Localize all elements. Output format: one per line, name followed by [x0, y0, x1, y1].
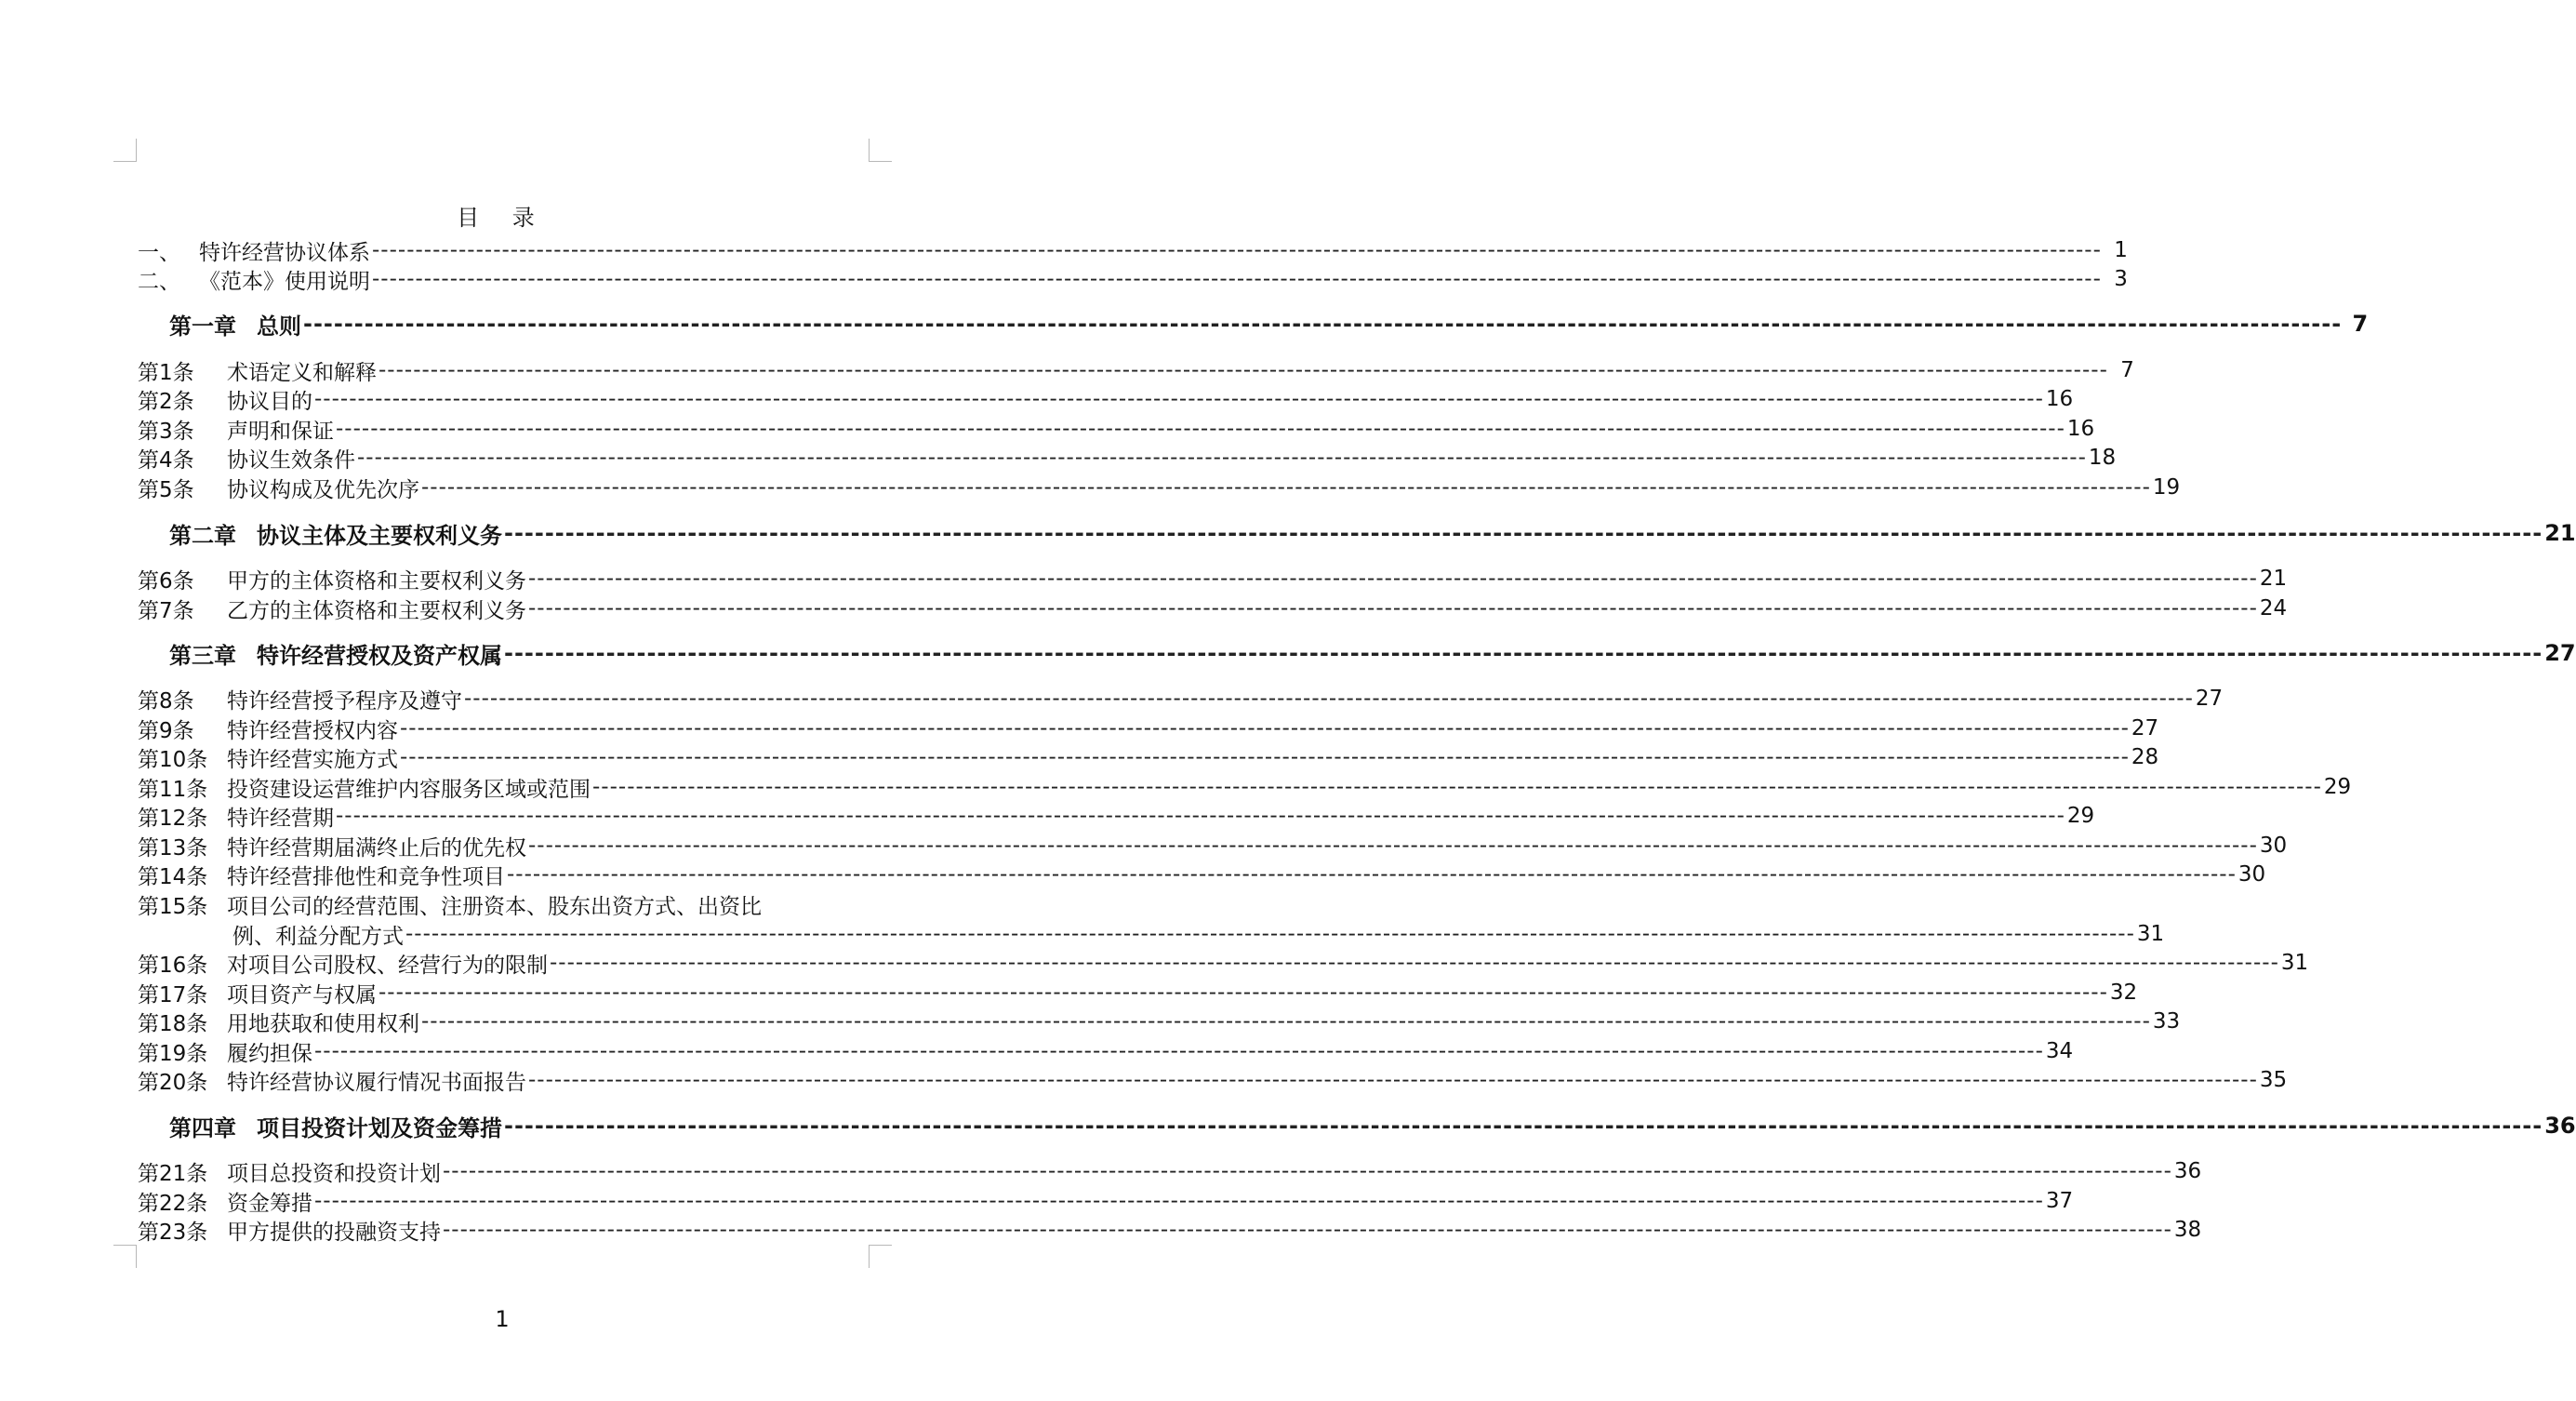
toc-entry-page: 32	[2109, 981, 2138, 1005]
toc-entry-label: 《范本》使用说明	[199, 269, 370, 294]
toc-entry-page: 37	[2045, 1189, 2074, 1213]
toc-entry-page: 33	[2152, 1009, 2181, 1034]
crop-mark-bottom-right	[869, 1245, 892, 1268]
toc-entry-number: 第12条	[138, 806, 208, 831]
toc-entry[interactable]	[138, 772, 2352, 802]
toc-entry-page: 27	[2195, 687, 2224, 711]
toc-entry-page: 30	[2259, 834, 2288, 858]
toc-entry-number: 第19条	[138, 1041, 208, 1066]
toc-entry[interactable]	[138, 948, 2309, 978]
toc-entry-label: 特许经营授权内容	[227, 718, 398, 743]
toc-chapter-entry[interactable]	[169, 309, 2369, 340]
toc-entry-label: 乙方的主体资格和主要权利义务	[227, 598, 526, 623]
toc-entry-number: 第9条	[138, 718, 194, 743]
toc-entry-number: 第5条	[138, 477, 194, 502]
toc-leader: --------------------------------------------------------------------------------------------------------------------------------------------------------------------------------------------------------	[528, 567, 2258, 591]
toc-entry[interactable]	[138, 443, 2117, 473]
toc-entry-number: 二、	[138, 269, 180, 294]
toc-leader: --------------------------------------------------------------------------------------------------------------------------------------------------------------------------------------------------------	[592, 775, 2322, 799]
toc-entry-label: 协议主体及主要权利义务	[257, 522, 502, 549]
toc-entry-label: 项目总投资和投资计划	[227, 1161, 441, 1186]
toc-leader: --------------------------------------------------------------------------------------------------------------------------------------------------------------------------------------------------------	[443, 1218, 2172, 1242]
toc-entry-number: 第四章	[169, 1114, 236, 1141]
toc-leader: --------------------------------------------------------------------------------------------------------------------------------------------------------------------------------------------------------	[421, 475, 2151, 500]
toc-entry-number: 第21条	[138, 1161, 208, 1186]
toc-entry[interactable]	[138, 1036, 2074, 1066]
toc-entry[interactable]	[138, 801, 2095, 831]
toc-entry-label: 声明和保证	[227, 419, 334, 444]
toc-leader: --------------------------------------------------------------------------------------------------------------------------------------------------------------------------------------------------------	[507, 862, 2237, 887]
toc-entry-page: 28	[2131, 745, 2159, 769]
toc-entry-label: 履约担保	[227, 1041, 312, 1066]
toc-entry-label: 协议目的	[227, 389, 312, 414]
toc-entry-label: 甲方提供的投融资支持	[227, 1220, 441, 1245]
toc-entry[interactable]	[138, 355, 2134, 385]
toc-entry-label: 资金筹措	[227, 1191, 312, 1216]
toc-entry-page: 38	[2173, 1218, 2202, 1242]
toc-leader: --------------------------------------------------------------------------------------------------------------------------------------------------------------------------------------------------------	[504, 1113, 2543, 1139]
toc-entry-label: 对项目公司股权、经营行为的限制	[227, 953, 548, 978]
toc-entry-number: 第17条	[138, 982, 208, 1007]
toc-leader: --------------------------------------------------------------------------------------------------------------------------------------------------------------------------------------------------------	[504, 520, 2543, 546]
toc-entry-label: 特许经营实施方式	[227, 747, 398, 772]
page-number: 1	[495, 1306, 510, 1332]
toc-leader: --------------------------------------------------------------------------------------------------------------------------------------------------------------------------------------------------------	[528, 596, 2258, 620]
toc-entry[interactable]	[138, 384, 2074, 414]
toc-leader: --------------------------------------------------------------------------------------------------------------------------------------------------------------------------------------------------------	[303, 311, 2343, 337]
toc-leader: --------------------------------------------------------------------------------------------------------------------------------------------------------------------------------------------------------	[378, 981, 2108, 1005]
toc-entry[interactable]	[138, 1007, 2181, 1036]
toc-entry[interactable]	[138, 1186, 2074, 1216]
toc-entry-page: 27	[2544, 640, 2576, 666]
toc-entry-page: 31	[2280, 951, 2309, 975]
toc-leader: --------------------------------------------------------------------------------------------------------------------------------------------------------------------------------------------------------	[550, 951, 2279, 975]
toc-entry-page: 3	[2114, 267, 2128, 291]
toc-leader: --------------------------------------------------------------------------------------------------------------------------------------------------------------------------------------------------------	[336, 804, 2065, 828]
toc-entry-page: 16	[2066, 417, 2095, 441]
toc-entry-number: 第1条	[138, 360, 194, 385]
toc-entry-page: 21	[2259, 567, 2288, 591]
toc-entry-number: 第22条	[138, 1191, 208, 1216]
toc-leader: --------------------------------------------------------------------------------------------------------------------------------------------------------------------------------------------------------	[443, 1159, 2172, 1183]
toc-entry[interactable]	[138, 889, 833, 919]
toc-entry-label: 项目公司的经营范围、注册资本、股东出资方式、出资比	[227, 894, 762, 919]
toc-entry-label: 甲方的主体资格和主要权利义务	[227, 568, 526, 594]
toc-chapter-entry[interactable]	[169, 1111, 2576, 1141]
toc-entry-number: 第20条	[138, 1070, 208, 1095]
toc-entry[interactable]	[138, 473, 2181, 502]
toc-entry-number: 第8条	[138, 688, 194, 714]
toc-leader: --------------------------------------------------------------------------------------------------------------------------------------------------------------------------------------------------------	[528, 834, 2258, 858]
toc-entry-number: 第一章	[169, 313, 236, 340]
toc-entry-label: 特许经营期	[227, 806, 334, 831]
toc-leader: --------------------------------------------------------------------------------------------------------------------------------------------------------------------------------------------------------	[336, 417, 2065, 441]
toc-entry-page: 24	[2259, 596, 2288, 620]
toc-leader: --------------------------------------------------------------------------------------------------------------------------------------------------------------------------------------------------------	[314, 1189, 2044, 1213]
toc-entry-page: 7	[2352, 311, 2369, 337]
toc-entry-label: 协议构成及优先次序	[227, 477, 419, 502]
toc-entry-number: 第13条	[138, 835, 208, 861]
toc-entry[interactable]	[138, 978, 2138, 1007]
toc-entry-label: 特许经营协议体系	[199, 240, 370, 265]
toc-entry[interactable]	[138, 235, 2128, 265]
toc-leader: --------------------------------------------------------------------------------------------------------------------------------------------------------------------------------------------------------	[504, 640, 2543, 666]
toc-entry-number: 第3条	[138, 419, 194, 444]
toc-entry-label: 协议生效条件	[227, 447, 355, 473]
toc-entry-number: 第18条	[138, 1011, 208, 1036]
toc-leader: --------------------------------------------------------------------------------------------------------------------------------------------------------------------------------------------------------	[400, 716, 2130, 741]
toc-leader: --------------------------------------------------------------------------------------------------------------------------------------------------------------------------------------------------------	[372, 267, 2102, 291]
toc-entry-number: 一、	[138, 240, 180, 265]
toc-leader: --------------------------------------------------------------------------------------------------------------------------------------------------------------------------------------------------------	[400, 745, 2130, 769]
toc-entry-number: 第4条	[138, 447, 194, 473]
toc-entry-label: 特许经营授予程序及遵守	[227, 688, 462, 714]
toc-entry-number: 第14条	[138, 864, 208, 889]
toc-entry-page: 29	[2066, 804, 2095, 828]
toc-entry-label: 特许经营期届满终止后的优先权	[227, 835, 526, 861]
toc-entry-number: 第11条	[138, 777, 208, 802]
toc-entry-number: 第15条	[138, 894, 208, 919]
toc-entry-number: 第2条	[138, 389, 194, 414]
toc-entry[interactable]	[138, 860, 2266, 889]
toc-entry-label: 特许经营协议履行情况书面报告	[227, 1070, 526, 1095]
toc-entry-page: 31	[2136, 922, 2165, 946]
toc-chapter-entry[interactable]	[169, 638, 2576, 669]
toc-entry-page: 7	[2120, 358, 2134, 382]
toc-entry-label: 项目资产与权属	[227, 982, 377, 1007]
toc-entry-page: 29	[2323, 775, 2352, 799]
toc-entry-label: 术语定义和解释	[227, 360, 377, 385]
toc-entry-number: 第二章	[169, 522, 236, 549]
toc-leader: --------------------------------------------------------------------------------------------------------------------------------------------------------------------------------------------------------	[378, 358, 2108, 382]
toc-entry-number: 第6条	[138, 568, 194, 594]
crop-mark-top-right	[869, 139, 892, 162]
toc-entry-label: 用地获取和使用权利	[227, 1011, 419, 1036]
toc-entry-page: 34	[2045, 1039, 2074, 1063]
toc-leader: --------------------------------------------------------------------------------------------------------------------------------------------------------------------------------------------------------	[528, 1068, 2258, 1092]
toc-entry-label: 总则	[257, 313, 301, 340]
toc-entry[interactable]	[138, 414, 2095, 444]
toc-entry-label: 特许经营排他性和竞争性项目	[227, 864, 505, 889]
toc-entry-label: 投资建设运营维护内容服务区域或范围	[227, 777, 591, 802]
toc-entry[interactable]	[138, 714, 2159, 743]
toc-entry-page: 35	[2259, 1068, 2288, 1092]
toc-entry-label-continued: 例、利益分配方式	[232, 924, 404, 949]
toc-entry-number: 第10条	[138, 747, 208, 772]
toc-leader: --------------------------------------------------------------------------------------------------------------------------------------------------------------------------------------------------------	[314, 387, 2044, 411]
toc-entry[interactable]	[138, 1156, 2202, 1186]
toc-leader: --------------------------------------------------------------------------------------------------------------------------------------------------------------------------------------------------------	[421, 1009, 2151, 1034]
toc-entry[interactable]	[138, 564, 2288, 594]
toc-entry-number: 第7条	[138, 598, 194, 623]
toc-entry-number: 第三章	[169, 642, 236, 669]
toc-entry-number: 第23条	[138, 1220, 208, 1245]
toc-leader: --------------------------------------------------------------------------------------------------------------------------------------------------------------------------------------------------------	[372, 238, 2102, 262]
toc-entry-label: 特许经营授权及资产权属	[257, 642, 502, 669]
crop-mark-bottom-left	[113, 1245, 137, 1268]
toc-chapter-entry[interactable]	[169, 518, 2576, 549]
toc-entry-label: 项目投资计划及资金筹措	[257, 1114, 502, 1141]
toc-entry-page: 1	[2114, 238, 2128, 262]
toc-leader: --------------------------------------------------------------------------------------------------------------------------------------------------------------------------------------------------------	[357, 446, 2087, 470]
toc-entry[interactable]	[138, 1215, 2202, 1245]
toc-entry[interactable]	[138, 831, 2288, 861]
toc-entry-page: 18	[2088, 446, 2117, 470]
toc-entry-continuation[interactable]	[232, 919, 2165, 949]
toc-leader: --------------------------------------------------------------------------------------------------------------------------------------------------------------------------------------------------------	[464, 687, 2194, 711]
toc-entry-page: 27	[2131, 716, 2159, 741]
toc-entry-page: 36	[2544, 1113, 2576, 1139]
toc-entry[interactable]	[138, 742, 2159, 772]
toc-entry-page: 21	[2544, 520, 2576, 546]
toc-entry[interactable]	[138, 594, 2288, 623]
toc-entry-page: 19	[2152, 475, 2181, 500]
toc-title: 目 录	[457, 205, 548, 231]
toc-entry[interactable]	[138, 684, 2224, 714]
toc-entry-page: 16	[2045, 387, 2074, 411]
toc-entry[interactable]	[138, 264, 2128, 294]
toc-entry-number: 第16条	[138, 953, 208, 978]
crop-mark-top-left	[113, 139, 137, 162]
toc-leader: --------------------------------------------------------------------------------------------------------------------------------------------------------------------------------------------------------	[314, 1039, 2044, 1063]
toc-leader: --------------------------------------------------------------------------------------------------------------------------------------------------------------------------------------------------------	[405, 922, 2135, 946]
toc-entry-page: 30	[2237, 862, 2266, 887]
toc-entry-page: 36	[2173, 1159, 2202, 1183]
toc-entry[interactable]	[138, 1065, 2288, 1095]
